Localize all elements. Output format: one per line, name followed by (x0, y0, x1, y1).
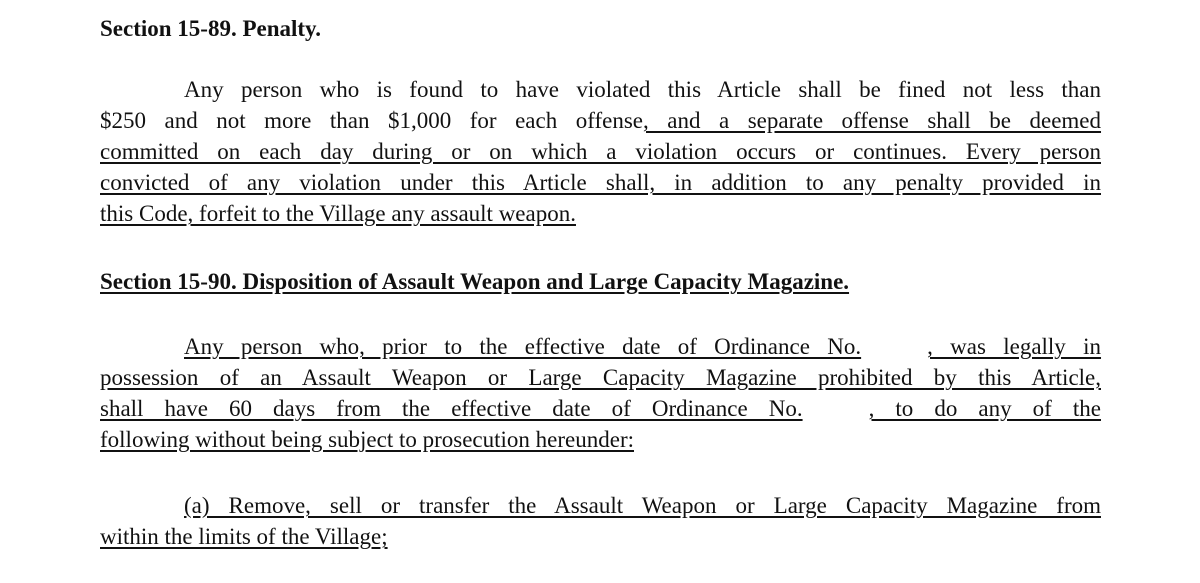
disposition-line-1b: , was legally in (927, 334, 1102, 359)
section-15-89-paragraph (100, 74, 1101, 229)
disposition-line-3a: shall have 60 days from the effective date of Ordinance No. (100, 396, 803, 421)
paragraph-line (100, 105, 1101, 136)
disposition-line-4: following without being subject to prosecution hereunder: (100, 427, 634, 452)
disposition-line-3b: , to do any of the (868, 396, 1101, 421)
penalty-amendment-line-5: this Code, forfeit to the Village any assault weapon. (100, 201, 576, 226)
item-a-line-1: (a) Remove, sell or transfer the Assault Weapon or Large Capacity Magazine from (184, 493, 1101, 518)
penalty-text-line-1: Any person who is found to have violated this Article shall be fined not less than (184, 77, 1101, 102)
disposition-line-1a: Any person who, prior to the effective date of Ordinance No. (184, 334, 862, 359)
penalty-text-line-2a: $250 and not more than $1,000 for each offense (100, 108, 643, 133)
penalty-amendment-line-4: convicted of any violation under this Article shall, in addition to any penalty provided in (100, 170, 1101, 195)
paragraph-line (100, 490, 1101, 521)
penalty-amendment-line-2b: , and a separate offense shall be deemed (643, 108, 1102, 133)
penalty-amendment-line-3: committed on each day during or on which a violation occurs or continues. Every person (100, 139, 1101, 164)
paragraph-line (100, 393, 1101, 424)
paragraph-line (100, 331, 1101, 362)
section-15-90-heading: Section 15-90. Disposition of Assault Weapon and Large Capacity Magazine. (100, 269, 850, 294)
section-15-89-heading: Section 15-89. Penalty. (100, 16, 322, 41)
item-a-line-2: within the limits of the Village; (100, 524, 388, 549)
paragraph-line (100, 198, 1101, 229)
section-15-90-paragraph (100, 331, 1101, 455)
disposition-line-2: possession of an Assault Weapon or Large Capacity Magazine prohibited by this Article, (100, 365, 1101, 390)
section-15-90-item-a (100, 490, 1101, 552)
paragraph-line (100, 74, 1101, 105)
